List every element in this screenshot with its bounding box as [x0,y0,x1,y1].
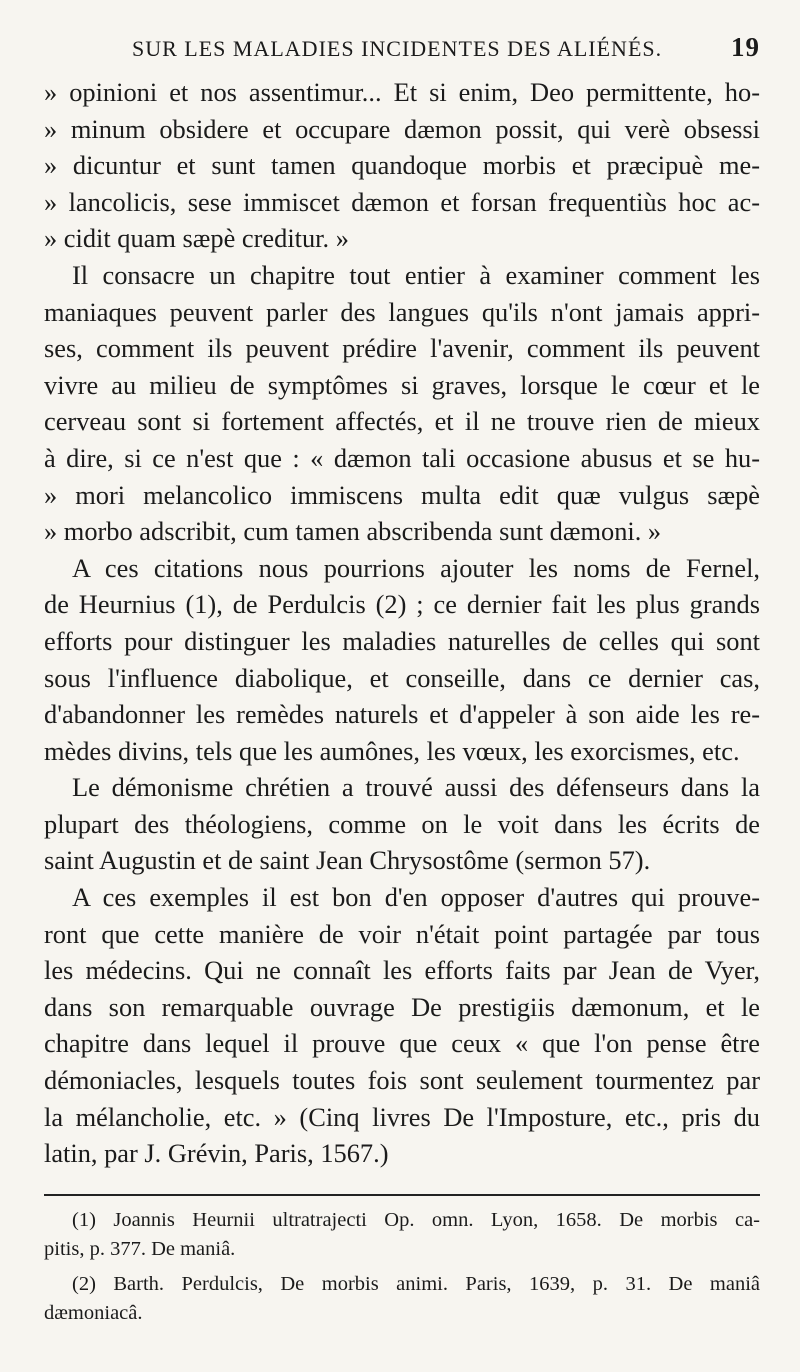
text-line: maniaques peuvent parler des langues qu'ils n'ont jamais appri- [44,296,760,327]
footnote-line: (1) Joannis Heurnii ultratrajecti Op. omn. Lyon, 1658. De morbis ca- [72,1208,760,1231]
text-line: » lancolicis, sese immiscet dæmon et forsan frequentiùs hoc ac- [44,186,760,217]
text-line: ront que cette manière de voir n'était point partagée par tous [44,918,760,949]
text-line: à dire, si ce n'est que : « dæmon tali occasione abusus et se hu- [44,442,760,473]
text-line: A ces exemples il est bon d'en opposer d'autres qui prouve- [72,882,760,913]
text-line: latin, par J. Grévin, Paris, 1567.) [44,1138,389,1169]
running-head [44,28,760,68]
text-line: de Heurnius (1), de Perdulcis (2) ; ce dernier fait les plus grands [44,589,760,620]
text-line: sous l'influence diabolique, et conseille, dans ce dernier cas, [44,662,760,693]
text-line: vivre au milieu de symptômes si graves, lorsque le cœur et le [44,369,760,400]
text-line: d'abandonner les remèdes naturels et d'appeler à son aide les re- [44,699,760,730]
footnote-line: dæmoniacâ. [44,1301,143,1324]
text-line: les médecins. Qui ne connaît les efforts faits par Jean de Vyer, [44,955,760,986]
text-line: efforts pour distinguer les maladies naturelles de celles qui sont [44,625,760,656]
text-line: » morbo adscribit, cum tamen abscribenda sunt dæmoni. » [44,516,662,547]
text-line: la mélancholie, etc. » (Cinq livres De l'Imposture, etc., pris du [44,1101,760,1132]
text-line: saint Augustin et de saint Jean Chrysostôme (sermon 57). [44,845,651,876]
text-line: ses, comment ils peuvent prédire l'avenir, comment ils peuvent [44,333,760,364]
text-line: chapitre dans lequel il prouve que ceux « que l'on pense être [44,1028,760,1059]
text-line: » minum obsidere et occupare dæmon possit, qui verè obsessi [44,113,760,144]
text-line: A ces citations nous pourrions ajouter les noms de Fernel, [72,552,760,583]
text-line: dans son remarquable ouvrage De prestigiis dæmonum, et le [44,991,760,1022]
text-line: Le démonisme chrétien a trouvé aussi des défenseurs dans la [72,772,760,803]
footnote-rule [44,1194,760,1196]
text-line: Il consacre un chapitre tout entier à examiner comment les [72,259,760,290]
footnote-1 [44,1206,760,1264]
text-line: cerveau sont si fortement affectés, et il ne trouve rien de mieux [44,406,760,437]
text-line: plupart des théologiens, comme on le voit dans les écrits de [44,808,760,839]
text-line: » opinioni et nos assentimur... Et si enim, Deo permittente, ho- [44,77,760,107]
text-line: » cidit quam sæpè creditur. » [44,223,349,254]
text-line: » dicuntur et sunt tamen quandoque morbis et præcipuè me- [44,150,760,181]
book-page [44,28,760,1328]
body-text [44,74,760,1172]
footnote-line: (2) Barth. Perdulcis, De morbis animi. Paris, 1639, p. 31. De maniâ [72,1272,760,1295]
footnote-2 [44,1270,760,1328]
running-title: SUR LES MALADIES INCIDENTES DES ALIÉNÉS. [132,36,663,61]
text-line: démoniacles, lesquels toutes fois sont seulement tourmentez par [44,1065,760,1096]
footnote-line: pitis, p. 377. De maniâ. [44,1237,236,1260]
page-number: 19 [731,32,760,62]
footnotes [44,1206,760,1328]
text-line: mèdes divins, tels que les aumônes, les vœux, les exorcismes, etc. [44,735,740,766]
text-line: » mori melancolico immiscens multa edit quæ vulgus sæpè [44,479,760,510]
